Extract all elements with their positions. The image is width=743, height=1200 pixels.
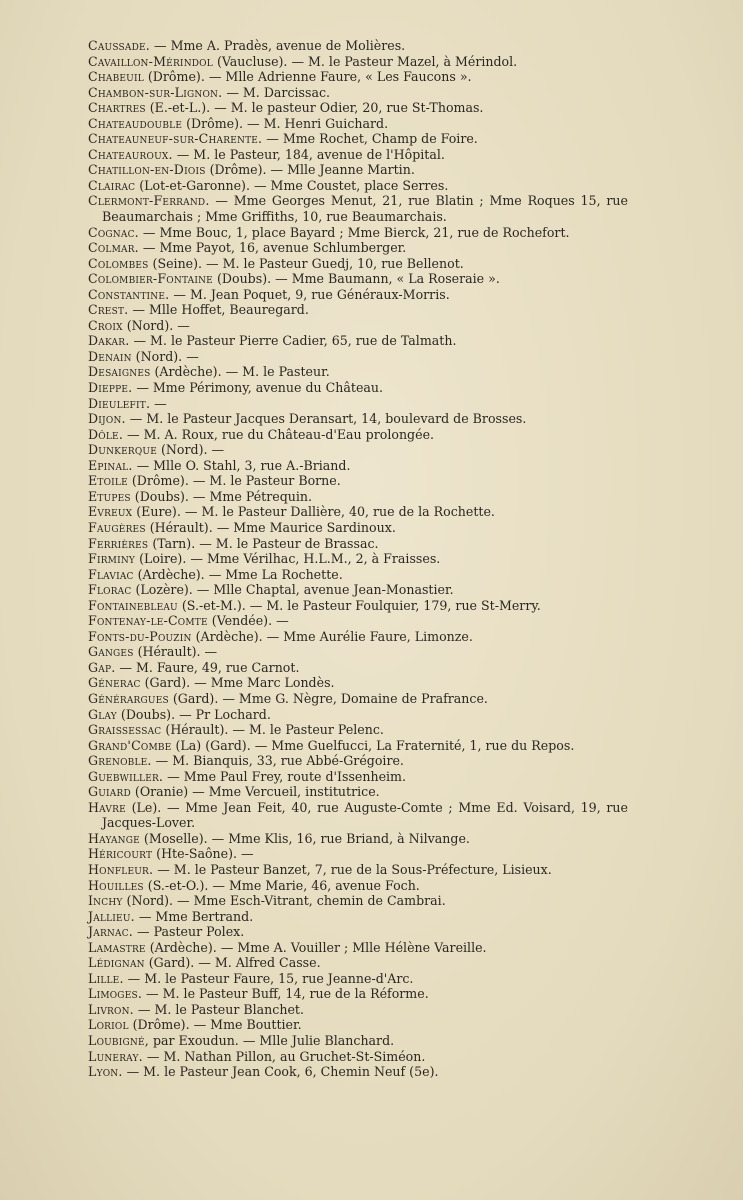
directory-entry	[88, 1033, 628, 1049]
entry-place: Hayange	[88, 830, 140, 846]
directory-entry	[88, 427, 628, 443]
entry-details: — Pasteur Polex.	[133, 924, 245, 940]
directory-entry	[88, 116, 628, 132]
entry-place: Inchy	[88, 893, 123, 909]
directory-entry	[88, 147, 628, 163]
directory-entry	[88, 302, 628, 318]
entry-place: Havre	[88, 799, 126, 815]
entry-details: (Hérault). — M. le Pasteur Pelenc.	[161, 722, 384, 738]
entry-details: — Mme Paul Frey, route d'Issenheim.	[163, 768, 407, 784]
entry-details: — Mme Payot, 16, avenue Schlumberger.	[138, 240, 407, 256]
entry-details: — M. A. Roux, rue du Château-d'Eau prolongée.	[123, 426, 435, 442]
directory-entry	[88, 878, 628, 894]
entry-details: (Vaucluse). — M. le Pasteur Mazel, à Mérindol.	[212, 53, 518, 69]
entry-details: (Seine). — M. le Pasteur Guedj, 10, rue Bellenot.	[148, 255, 464, 271]
directory-entry	[88, 1017, 628, 1033]
entry-details: — Mme Rochet, Champ de Foire.	[262, 131, 478, 147]
directory-entry	[88, 536, 628, 552]
entry-place: Florac	[88, 582, 132, 598]
entry-place: Cognac.	[88, 224, 139, 240]
directory-entry	[88, 800, 628, 831]
entry-details: (Doubs). — Mme Baumann, « La Roseraie ».	[212, 271, 500, 287]
entry-details: (Nord). —	[131, 348, 199, 364]
directory-entry	[88, 769, 628, 785]
entry-place: Jarnac.	[88, 924, 133, 940]
entry-details: — M. Bianquis, 33, rue Abbé-Grégoire.	[151, 753, 404, 769]
directory-entry	[88, 613, 628, 629]
directory-entry	[88, 520, 628, 536]
entry-place: Croix	[88, 317, 123, 333]
entry-details: — M. le Pasteur Jacques Deransart, 14, boulevard de Brosses.	[125, 411, 527, 427]
entry-details: (Drôme). — Mlle Adrienne Faure, « Les Faucons ».	[143, 69, 472, 85]
entry-place: Lille.	[88, 970, 124, 986]
directory-entry	[88, 271, 628, 287]
entry-place: Honfleur.	[88, 861, 154, 877]
entry-place: Faugères	[88, 519, 146, 535]
entry-details: (S.-et-M.). — M. le Pasteur Foulquier, 179, rue St-Merry.	[177, 597, 541, 613]
directory-entry	[88, 862, 628, 878]
entry-details: (Ardèche). — Mme A. Vouiller ; Mlle Hélène Vareille.	[145, 939, 487, 955]
entry-place: Lamastre	[88, 939, 146, 955]
directory-entry	[88, 131, 628, 147]
entry-details: — M. le Pasteur Jean Cook, 6, Chemin Neuf (5e).	[122, 1064, 439, 1080]
directory-entry	[88, 644, 628, 660]
directory-entry	[88, 333, 628, 349]
entry-details: par Exoudun. — Mlle Julie Blanchard.	[148, 1033, 395, 1048]
entry-place: Grand'Combe	[88, 737, 172, 753]
entry-place: Loriol	[88, 1017, 129, 1033]
entry-place: Etupes	[88, 488, 131, 504]
directory-entry	[88, 1064, 628, 1080]
directory-entry	[88, 909, 628, 925]
entry-place: Colombes	[88, 255, 149, 271]
directory-entry	[88, 722, 628, 738]
directory-entry	[88, 458, 628, 474]
directory-entry	[88, 675, 628, 691]
entry-place: Denain	[88, 348, 132, 364]
entry-details: — M. Darcissac.	[222, 84, 331, 100]
directory-entry	[88, 178, 628, 194]
entry-details: — Mme Georges Menut, 21, rue Blatin ; Mme Roques 15, rue Beaumarchais ; Mme Griffiths, 10, rue Beaumarchais.	[102, 193, 628, 225]
entry-place: Houilles	[88, 877, 144, 893]
entry-details: — M. le Pasteur Faure, 15, rue Jeanne-d'Arc.	[123, 970, 414, 986]
directory-entry	[88, 784, 628, 800]
entry-place: Firminy	[88, 551, 136, 567]
entry-place: Caussade.	[88, 38, 150, 53]
entry-place: Guiard	[88, 784, 131, 800]
entry-place: Chateaudouble	[88, 115, 183, 131]
entry-details: (Ardèche). — Mme Aurélie Faure, Limonze.	[191, 628, 473, 644]
entry-place: Guebwiller.	[88, 768, 164, 784]
directory-entry	[88, 85, 628, 101]
entry-place: Héricourt	[88, 846, 153, 862]
entry-place: Clairac	[88, 177, 136, 193]
directory-list	[88, 38, 628, 1080]
entry-place: Clermont-Ferrand.	[88, 193, 210, 209]
entry-details: —	[150, 395, 167, 411]
entry-place: Fontainebleau	[88, 597, 178, 613]
entry-details: (Drôme). — M. Henri Guichard.	[182, 115, 389, 131]
entry-details: (La) (Gard). — Mme Guelfucci, La Fraternité, 1, rue du Repos.	[171, 737, 575, 753]
entry-details: (Hte-Saône). —	[152, 846, 254, 862]
entry-place: Fonts-du-Pouzin	[88, 628, 192, 644]
directory-entry	[88, 955, 628, 971]
entry-details: (Gard). — M. Alfred Casse.	[144, 955, 321, 971]
entry-details: — M. le Pasteur Blanchet.	[133, 1001, 304, 1017]
entry-details: (Vendée). —	[207, 613, 289, 629]
directory-entry	[88, 753, 628, 769]
entry-place: Loubigné,	[88, 1033, 149, 1048]
directory-entry	[88, 287, 628, 303]
entry-place: Livron.	[88, 1001, 134, 1017]
entry-details: — Mlle Hoffet, Beauregard.	[128, 302, 309, 318]
directory-entry	[88, 971, 628, 987]
entry-place: Gap.	[88, 659, 116, 675]
entry-place: Fontenay-le-Comte	[88, 613, 208, 629]
entry-place: Chateauneuf-sur-Charente.	[88, 131, 263, 147]
directory-entry	[88, 473, 628, 489]
directory-entry	[88, 738, 628, 754]
entry-details: — Mme A. Pradès, avenue de Molières.	[149, 38, 406, 53]
directory-entry	[88, 38, 628, 54]
entry-place: Graissessac	[88, 722, 162, 738]
entry-details: (E.-et-L.). — M. le pasteur Odier, 20, rue St-Thomas.	[145, 100, 484, 116]
entry-details: — M. le Pasteur Buff, 14, rue de la Réforme.	[142, 986, 429, 1002]
directory-entry	[88, 707, 628, 723]
entry-details: — M. Jean Poquet, 9, rue Généraux-Morris.	[169, 286, 450, 302]
directory-entry	[88, 225, 628, 241]
directory-entry	[88, 1049, 628, 1065]
entry-details: — Mme Bertrand.	[134, 908, 254, 924]
directory-entry	[88, 504, 628, 520]
entry-place: Dôle.	[88, 426, 124, 442]
entry-place: Dijon.	[88, 411, 126, 427]
entry-place: Colmar.	[88, 240, 139, 256]
entry-place: Dakar.	[88, 333, 130, 349]
directory-entry	[88, 193, 628, 224]
directory-entry	[88, 986, 628, 1002]
entry-place: Flaviac	[88, 566, 134, 582]
entry-details: (Gard). — Mme G. Nègre, Domaine de Prafrance.	[168, 690, 488, 706]
entry-details: (Lot-et-Garonne). — Mme Coustet, place Serres.	[135, 177, 449, 193]
entry-details: (Loire). — Mme Vérilhac, H.L.M., 2, à Fraisses.	[135, 551, 441, 567]
directory-entry	[88, 924, 628, 940]
directory-entry	[88, 100, 628, 116]
entry-place: Génerac	[88, 675, 141, 691]
entry-place: Cavaillon-Mérindol	[88, 53, 213, 69]
directory-entry	[88, 411, 628, 427]
directory-entry	[88, 551, 628, 567]
entry-place: Desaignes	[88, 364, 151, 380]
directory-entry	[88, 256, 628, 272]
entry-place: Dieulefit.	[88, 395, 151, 411]
directory-entry	[88, 396, 628, 412]
entry-details: (Gard). — Mme Marc Londès.	[140, 675, 335, 691]
entry-details: — Mlle O. Stahl, 3, rue A.-Briand.	[132, 457, 351, 473]
entry-details: (Drôme). — Mlle Jeanne Martin.	[205, 162, 415, 178]
entry-place: Chabeuil	[88, 69, 144, 85]
entry-details: (Drôme). — M. le Pasteur Borne.	[127, 473, 341, 489]
directory-entry	[88, 629, 628, 645]
entry-details: (Doubs). — Pr Lochard.	[116, 706, 271, 722]
entry-place: Etoile	[88, 473, 128, 489]
entry-place: Générargues	[88, 690, 169, 706]
directory-entry	[88, 831, 628, 847]
entry-place: Grenoble.	[88, 753, 152, 769]
entry-details: (Hérault). — Mme Maurice Sardinoux.	[145, 519, 396, 535]
entry-place: Evreux	[88, 504, 133, 520]
directory-entry	[88, 54, 628, 70]
entry-place: Dieppe.	[88, 380, 133, 396]
entry-details: (Nord). —	[122, 317, 190, 333]
entry-place: Luneray.	[88, 1048, 143, 1064]
entry-details: (Moselle). — Mme Klis, 16, rue Briand, à Nilvange.	[139, 830, 470, 846]
directory-entry	[88, 598, 628, 614]
entry-place: Colombier-Fontaine	[88, 271, 213, 287]
entry-details: (Ardèche). — M. le Pasteur.	[150, 364, 330, 380]
directory-entry	[88, 69, 628, 85]
entry-place: Ferrières	[88, 535, 149, 551]
entry-place: Ganges	[88, 644, 134, 660]
entry-details: (Tarn). — M. le Pasteur de Brassac.	[148, 535, 379, 551]
entry-details: — Mme Périmony, avenue du Château.	[132, 380, 384, 396]
entry-details: (Ardèche). — Mme La Rochette.	[133, 566, 343, 582]
entry-details: (Doubs). — Mme Pétrequin.	[130, 488, 313, 504]
entry-place: Chatillon-en-Diois	[88, 162, 206, 178]
directory-entry	[88, 162, 628, 178]
entry-details: (Le). — Mme Jean Feit, 40, rue Auguste-Comte ; Mme Ed. Voisard, 19, rue Jacques-Lover.	[102, 799, 628, 831]
entry-details: — M. Faure, 49, rue Carnot.	[115, 659, 300, 675]
directory-entry	[88, 567, 628, 583]
directory-entry	[88, 691, 628, 707]
entry-details: — Mme Bouc, 1, place Bayard ; Mme Bierck, 21, rue de Rochefort.	[138, 224, 570, 240]
directory-entry	[88, 349, 628, 365]
entry-place: Constantine.	[88, 286, 170, 302]
directory-entry	[88, 893, 628, 909]
entry-details: — M. le Pasteur, 184, avenue de l'Hôpital.	[172, 146, 445, 162]
entry-details: (Eure). — M. le Pasteur Dallière, 40, rue de la Rochette.	[132, 504, 495, 520]
entry-details: (Oranie) — Mme Vercueil, institutrice.	[130, 784, 380, 800]
entry-place: Chateauroux.	[88, 146, 173, 162]
entry-details: (Lozère). — Mlle Chaptal, avenue Jean-Monastier.	[131, 582, 454, 598]
directory-entry	[88, 489, 628, 505]
directory-entry	[88, 582, 628, 598]
directory-entry	[88, 240, 628, 256]
entry-place: Jallieu.	[88, 908, 135, 924]
entry-place: Lédignan	[88, 955, 145, 971]
entry-place: Chartres	[88, 100, 146, 116]
directory-entry	[88, 1002, 628, 1018]
directory-entry	[88, 442, 628, 458]
entry-details: (Nord). —	[156, 442, 225, 458]
directory-entry	[88, 318, 628, 334]
entry-details: — M. le Pasteur Banzet, 7, rue de la Sous-Préfecture, Lisieux.	[153, 861, 552, 877]
entry-details: (S.-et-O.). — Mme Marie, 46, avenue Foch.	[143, 877, 420, 893]
entry-place: Epinal.	[88, 457, 133, 473]
directory-entry	[88, 364, 628, 380]
entry-place: Chambon-sur-Lignon.	[88, 84, 223, 100]
entry-details: (Drôme). — Mme Bouttier.	[128, 1017, 302, 1033]
entry-details: (Hérault). —	[133, 644, 218, 660]
entry-details: (Nord). — Mme Esch-Vitrant, chemin de Cambrai.	[122, 893, 446, 909]
entry-place: Crest.	[88, 302, 129, 318]
entry-place: Dunkerque	[88, 442, 157, 458]
entry-place: Glay	[88, 706, 117, 722]
entry-details: — M. Nathan Pillon, au Gruchet-St-Siméon.	[142, 1048, 426, 1064]
entry-details: — M. le Pasteur Pierre Cadier, 65, rue de Talmath.	[129, 333, 457, 349]
directory-entry	[88, 380, 628, 396]
directory-entry	[88, 660, 628, 676]
entry-place: Limoges.	[88, 986, 143, 1002]
entry-place: Lyon.	[88, 1064, 123, 1080]
directory-entry	[88, 940, 628, 956]
directory-entry	[88, 846, 628, 862]
